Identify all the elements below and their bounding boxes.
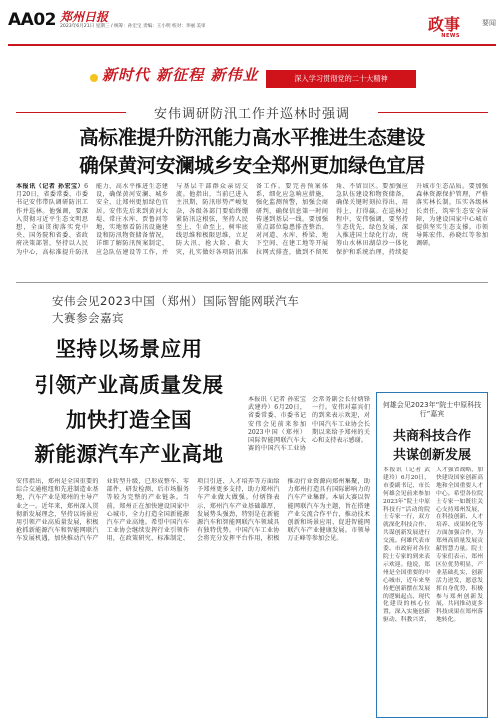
article2-kicker-1: 安伟会见2023中国（郑州）国际智能网联汽车: [52, 294, 300, 308]
sidebar-article: [376, 392, 488, 718]
article2-lead: 本报讯（记者 孙宏宝 武建玲）6月20日，省委常委、市委书记安伟会见前来参加2023中国（郑州）国际智能网联汽车大赛的中国汽车工业协会常务副会长付炳锋一行。安伟对嘉宾们的到来表示欢迎，对中国汽车工业协会长期以来给予郑州的关心和支持表示感谢。: [248, 396, 370, 453]
section-subtitle: 要闻: [482, 19, 496, 27]
banner-slogan: 新时代 新征程 新伟业: [102, 66, 259, 84]
article1-byline: 本报讯（记者 孙宏宝）: [16, 183, 85, 190]
article1-body: [16, 183, 488, 275]
article2-headline-2: 引领产业高质量发展: [34, 373, 224, 397]
article1-headline-1: 高标准提升防汛能力高水平推进生态建设: [79, 126, 425, 149]
banner-box: 深入学习贯彻党的二十大精神: [266, 70, 416, 88]
page-number: AA02: [8, 10, 56, 30]
sidebar-kicker: 何雄会见2023年“院士中原科技行”嘉宾: [382, 401, 482, 418]
article1-headline-2: 确保黄河安澜城乡安全郑州更加绿色宜居: [79, 154, 425, 177]
article1-text: 6月20日，省委常委、市委书记安伟带队调研防汛工作并巡林。他强调，要深入贯彻习近平生态文明思想，全面贯彻落实党中央、国务院和省委、省政府决策部署，坚持以人民为中心，高标准提升防汛能力，高水平推进生态建设，确保黄河安澜、城乡安全，让郑州更加绿色宜居。安伟先后来到黄河大堤、常庄水库、贾鲁河等地，实地察看防汛设施建设和防汛物资储备情况，详细了解防汛预案制定、应急队伍建设等工作，并与基层干部群众亲切交流。他指出，当前已进入主汛期，防汛形势严峻复杂，各级各部门要始终绷紧防汛这根弦，坚持人民至上、生命至上，树牢底线思维和极限思维，立足防大汛、抢大险、救大灾，扎实做好各项防汛准备工作。要完善预案体系，细化应急响应措施，强化监测预警，加强会商研判，确保信息第一时间传递到基层一线。要加强重点部位隐患排查整治，对河道、水库、桥梁、地下空间、在建工地等开展拉网式排查，做到不留死角、不留盲区。要加强应急队伍建设和物资储备，确保关键时刻拉得出、用得上、打得赢。在巡林过程中，安伟强调，要坚持生态优先、绿色发展，深入推进国土绿化行动，统筹山水林田湖草沙一体化保护和系统治理，持续提升城市生态品质。要加强森林资源保护管理，严格落实林长制，压实各级林长责任，筑牢生态安全屏障，为建设国家中心城市提供坚实生态支撑。市领导陈宏伟、孙晓红等参加调研。: [16, 183, 488, 256]
campaign-banner: [90, 58, 420, 100]
article2-headline-3: 加快打造全国: [66, 408, 192, 432]
masthead-rule: [8, 44, 496, 46]
banner-dot-icon: [90, 74, 98, 82]
article1-kicker: 安伟调研防汛工作并巡林时强调: [126, 103, 378, 122]
masthead: [8, 6, 496, 46]
article2-body: 安伟指出，郑州是全国重要的综合交通枢纽和先进制造业基地，汽车产业是郑州的主导产业之一。近年来，郑州深入贯彻新发展理念，坚持以场景应用引领产业高质量发展，积极抢抓新能源汽车和智能网联汽车发展机遇，加快推动汽车产业转型升级，已形成整车、零部件、研发检测、后市场服务等较为完整的产业链条。当前，郑州正在加快建设国家中心城市，全力打造全国新能源汽车产业高地。希望中国汽车工业协会继续发挥行业引领作用，在政策研究、标准制定、项目引进、人才培养等方面给予郑州更多支持，助力郑州汽车产业做大做强。付炳锋表示，郑州汽车产业基础雄厚，发展势头强劲，特别是在新能源汽车和智能网联汽车领域具有独特优势。中国汽车工业协会将充分发挥平台作用，积极推动行业资源向郑州集聚，助力郑州打造具有国际影响力的汽车产业集群。本届大赛以智能网联汽车为主题，旨在搭建产业交流合作平台，推动技术创新和场景应用，促进智能网联汽车产业健康发展。市领导万正峰等参加会见。: [16, 478, 370, 543]
section-divider: [16, 282, 488, 283]
newspaper-logo: 郑州日报: [60, 10, 109, 24]
article2-kicker-2: 大赛参会嘉宾: [52, 311, 124, 325]
sidebar-headline-2: 共谋创新发展: [392, 448, 471, 463]
article2-headline-4: 新能源汽车产业高地: [34, 442, 224, 466]
section-title: 政事: [427, 15, 460, 34]
section-news-label: NEWS: [441, 33, 460, 39]
article2-headline-1: 坚持以场景应用: [55, 337, 203, 361]
issue-meta: 2023年6月21日 星期三 / 统筹：孙宏宝 责编：王小明 校对：李丽 美审: [60, 24, 206, 29]
sidebar-body: 本报讯（记者 武建玲）6月20日，市委副书记、市长何雄会见前来参加2023年“院士中原科技行”活动的院士专家一行，双方就深化科技合作、共谋创新发展进行交流。何雄代表市委、市政府对各位院士专家的到来表示欢迎。他说，郑州是全国重要的中心城市，近年来坚持把创新摆在发展的逻辑起点、现代化建设的核心位置，深入实施创新驱动、科教兴省、人才强省战略，加快建设国家创新高地和全国重要人才中心。希望各位院士专家一如既往关心支持郑州发展，在科技创新、人才培养、成果转化等方面加强合作，为郑州高质量发展贡献智慧力量。院士专家们表示，郑州区位优势明显，产业基础扎实，创新活力迸发，愿意发挥自身优势，积极参与郑州创新发展，共同推动更多科技成果在郑州落地转化。: [383, 467, 483, 624]
sidebar-headline-1: 共商科技合作: [392, 429, 471, 444]
